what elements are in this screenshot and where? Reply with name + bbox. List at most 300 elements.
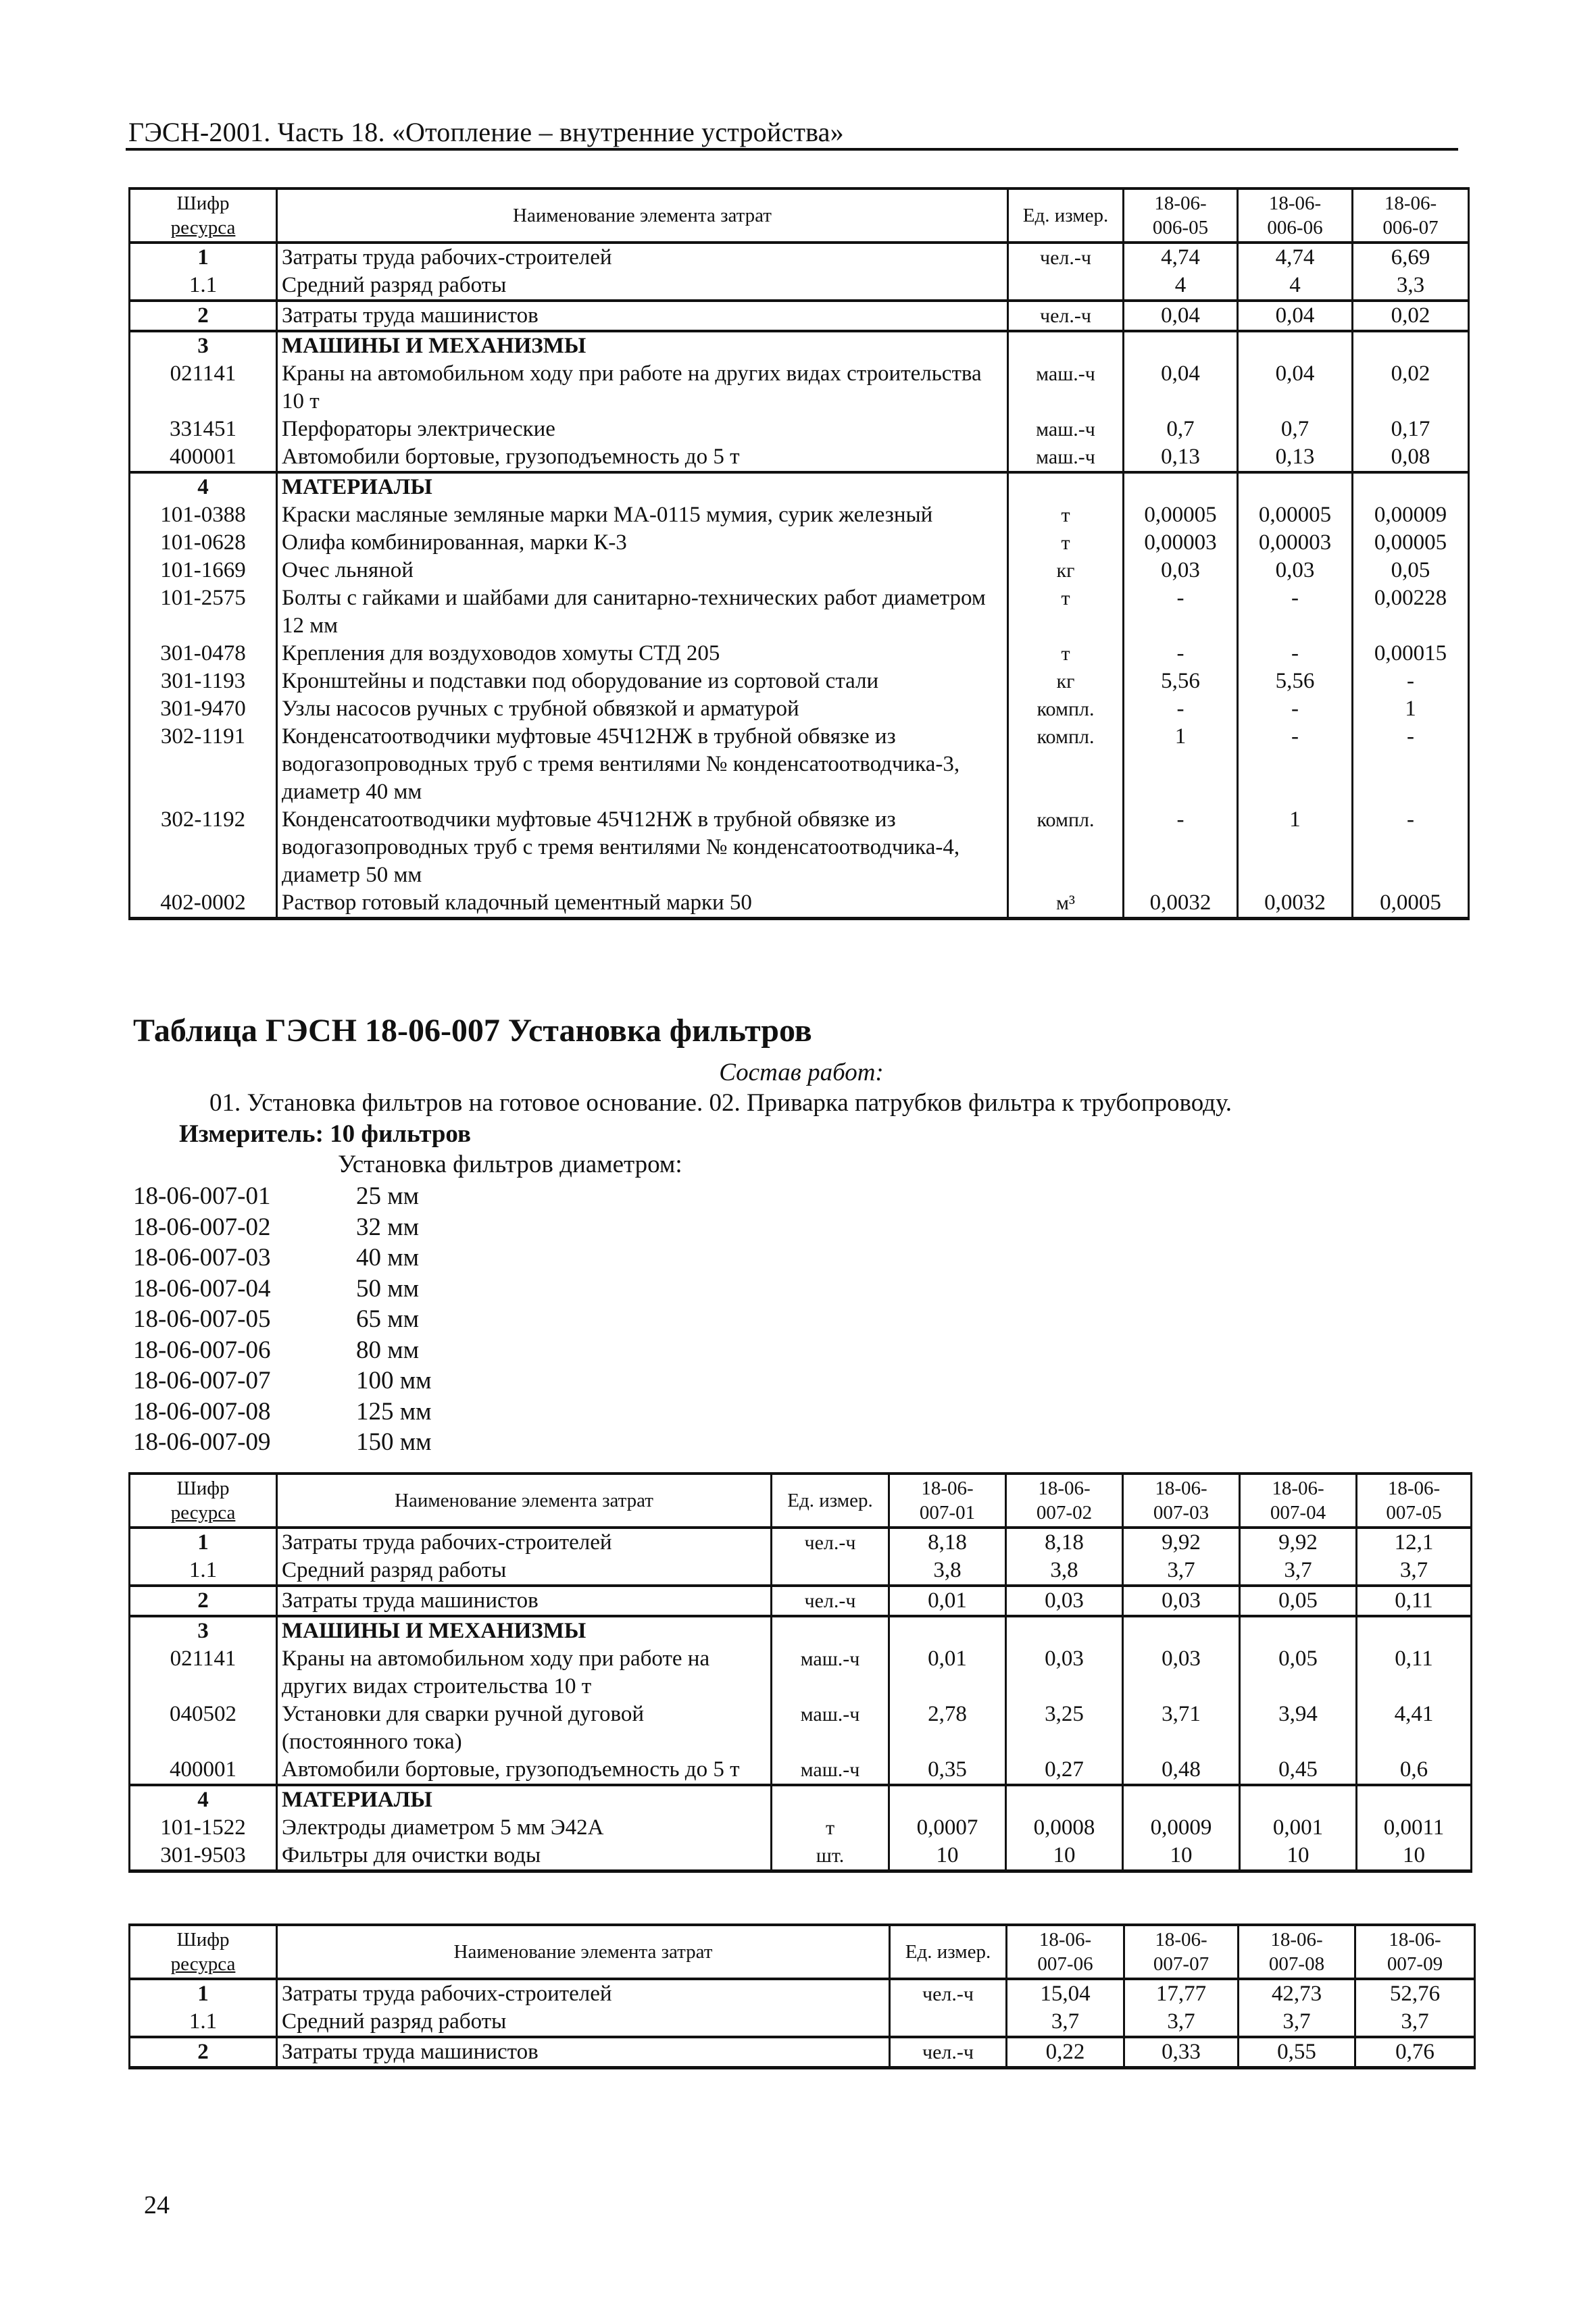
norm-value: 0,11: [1357, 1586, 1472, 1616]
resource-name: Олифа комбинированная, марки К-3: [277, 529, 1008, 557]
list-item: [133, 1212, 432, 1243]
norm-value: 8,18: [1006, 1528, 1123, 1557]
norm-value: -: [1124, 584, 1238, 640]
norm-value: 0,03: [1238, 557, 1353, 584]
norm-value: [1353, 472, 1469, 501]
resource-unit: [890, 2008, 1007, 2037]
col-header-norm: 18-06- 007-02: [1006, 1474, 1123, 1528]
resource-name: Установки для сварки ручной дуговой (постоянного тока): [277, 1701, 772, 1756]
resource-name: Затраты труда машинистов: [277, 301, 1008, 331]
resource-name: Средний разряд работы: [277, 2008, 890, 2037]
resource-code: 1.1: [130, 1557, 277, 1586]
norm-value: 0,55: [1239, 2037, 1355, 2068]
norm-value: 12,1: [1357, 1528, 1472, 1557]
norm-value: [1240, 1616, 1357, 1645]
norm-value: -: [1238, 640, 1353, 668]
norm-value: 15,04: [1007, 1979, 1124, 2008]
resource-name: Затраты труда рабочих-строителей: [277, 1528, 772, 1557]
table-row: [130, 331, 1469, 360]
resource-unit: маш.-ч: [772, 1756, 889, 1785]
variant-code: 18-06-007-06: [133, 1336, 271, 1364]
norm-value: 3,7: [1239, 2008, 1355, 2037]
col-header-code: Шифр ресурса: [130, 188, 277, 243]
variants-list: [133, 1181, 432, 1458]
resource-name: МАТЕРИАЛЫ: [277, 1785, 772, 1814]
norm-value: [1357, 1616, 1472, 1645]
table-row: [130, 243, 1469, 272]
variant-code: 18-06-007-02: [133, 1213, 271, 1241]
norm-value: -: [1353, 806, 1469, 889]
norm-value: 0,02: [1353, 301, 1469, 331]
resource-code: 1.1: [130, 2008, 277, 2037]
list-item: [133, 1335, 432, 1366]
norm-value: 0,01: [889, 1645, 1006, 1701]
resource-code: 101-1669: [130, 557, 277, 584]
norm-value: 0,6: [1357, 1756, 1472, 1785]
table-row: [130, 1616, 1472, 1645]
norm-value: 0,45: [1240, 1756, 1357, 1785]
resource-code: 040502: [130, 1701, 277, 1756]
resource-unit: маш.-ч: [1008, 416, 1124, 443]
norm-value: 0,35: [889, 1756, 1006, 1785]
list-item: [133, 1274, 432, 1305]
table-row: [130, 1645, 1472, 1701]
norm-value: 4: [1238, 272, 1353, 301]
col-header-name: Наименование элемента затрат: [277, 188, 1008, 243]
norm-value: 3,8: [1006, 1557, 1123, 1586]
resource-code: 301-0478: [130, 640, 277, 668]
norm-value: 0,04: [1124, 360, 1238, 416]
table-row: [130, 301, 1469, 331]
header-rule: [126, 148, 1458, 151]
resource-unit: т: [1008, 529, 1124, 557]
norm-value: -: [1124, 640, 1238, 668]
table-row: [130, 1842, 1472, 1871]
resource-name: Затраты труда рабочих-строителей: [277, 1979, 890, 2008]
variant-code: 18-06-007-04: [133, 1274, 271, 1303]
col-header-norm: 18-06- 007-07: [1124, 1925, 1239, 1979]
resource-name: Конденсатоотводчики муфтовые 45Ч12НЖ в трубной обвязке из водогазопроводных труб с тремя вентилями № конденсатоотводчика-3, диаметр 40 мм: [277, 723, 1008, 806]
table-header-row: [130, 1474, 1472, 1528]
norm-value: 4,74: [1238, 243, 1353, 272]
resource-code: 101-2575: [130, 584, 277, 640]
norm-value: 10: [1357, 1842, 1472, 1871]
list-item: [133, 1427, 432, 1458]
col-header-name: Наименование элемента затрат: [277, 1474, 772, 1528]
resource-unit: [772, 1557, 889, 1586]
variant-code: 18-06-007-08: [133, 1397, 271, 1426]
variant-diameter: 100 мм: [356, 1367, 432, 1394]
norm-value: 0,00005: [1124, 501, 1238, 529]
col-header-unit: Ед. измер.: [890, 1925, 1007, 1979]
resource-table-007-06-09: [128, 1923, 1476, 2069]
norm-value: 3,7: [1357, 1557, 1472, 1586]
norm-value: -: [1238, 584, 1353, 640]
norm-value: 3,3: [1353, 272, 1469, 301]
resource-code: 021141: [130, 360, 277, 416]
table-row: [130, 584, 1469, 640]
resource-unit: чел.-ч: [772, 1528, 889, 1557]
norm-value: [1124, 472, 1238, 501]
list-item: [133, 1181, 432, 1212]
resource-name: Автомобили бортовые, грузоподъемность до 5 т: [277, 1756, 772, 1785]
norm-value: 0,76: [1355, 2037, 1475, 2068]
resource-unit: компл.: [1008, 695, 1124, 723]
resource-name: Перфораторы электрические: [277, 416, 1008, 443]
resource-table-006: [128, 187, 1470, 920]
norm-value: 0,7: [1238, 416, 1353, 443]
resource-unit: чел.-ч: [890, 2037, 1007, 2068]
norm-value: 42,73: [1239, 1979, 1355, 2008]
resource-name: Затраты труда машинистов: [277, 1586, 772, 1616]
col-header-norm: 18-06- 006-07: [1353, 188, 1469, 243]
table-row: [130, 1528, 1472, 1557]
norm-value: 0,0011: [1357, 1814, 1472, 1842]
norm-value: [1240, 1785, 1357, 1814]
norm-value: -: [1238, 723, 1353, 806]
norm-value: 0,00003: [1238, 529, 1353, 557]
norm-value: 52,76: [1355, 1979, 1475, 2008]
resource-unit: т: [1008, 584, 1124, 640]
norm-value: 3,8: [889, 1557, 1006, 1586]
resource-name: Болты с гайками и шайбами для санитарно-технических работ диаметром 12 мм: [277, 584, 1008, 640]
norm-value: 10: [889, 1842, 1006, 1871]
list-item: [133, 1397, 432, 1428]
variant-code: 18-06-007-05: [133, 1305, 271, 1333]
table-row: [130, 1586, 1472, 1616]
norm-value: [1006, 1785, 1123, 1814]
table-row: [130, 443, 1469, 472]
table-row: [130, 2037, 1475, 2068]
norm-value: -: [1353, 668, 1469, 695]
resource-name: Конденсатоотводчики муфтовые 45Ч12НЖ в трубной обвязке из водогазопроводных труб с тремя вентилями № конденсатоотводчика-4, диаметр 50 мм: [277, 806, 1008, 889]
norm-value: 3,7: [1123, 1557, 1240, 1586]
norm-value: 9,92: [1240, 1528, 1357, 1557]
table-row: [130, 557, 1469, 584]
resource-code: 402-0002: [130, 889, 277, 919]
norm-value: 3,7: [1240, 1557, 1357, 1586]
norm-value: [889, 1785, 1006, 1814]
table-row: [130, 640, 1469, 668]
col-header-norm: 18-06- 007-04: [1240, 1474, 1357, 1528]
table-row: [130, 889, 1469, 919]
resource-name: Очес льняной: [277, 557, 1008, 584]
list-item: [133, 1365, 432, 1397]
norm-value: 0,05: [1240, 1645, 1357, 1701]
resource-name: МАШИНЫ И МЕХАНИЗМЫ: [277, 1616, 772, 1645]
table-row: [130, 1814, 1472, 1842]
resource-unit: [1008, 472, 1124, 501]
resource-unit: компл.: [1008, 806, 1124, 889]
norm-value: 0,00005: [1353, 529, 1469, 557]
resource-code: 1: [130, 1528, 277, 1557]
norm-value: 0,0007: [889, 1814, 1006, 1842]
norm-value: 0,03: [1006, 1586, 1123, 1616]
resource-name: Автомобили бортовые, грузоподъемность до 5 т: [277, 443, 1008, 472]
norm-value: 0,03: [1006, 1645, 1123, 1701]
table-row: [130, 529, 1469, 557]
norm-value: 0,00228: [1353, 584, 1469, 640]
resource-code: 2: [130, 2037, 277, 2068]
resource-code: 400001: [130, 1756, 277, 1785]
resource-name: Средний разряд работы: [277, 1557, 772, 1586]
variant-code: 18-06-007-03: [133, 1244, 271, 1272]
col-header-norm: 18-06- 006-05: [1124, 188, 1238, 243]
norm-value: 10: [1240, 1842, 1357, 1871]
norm-value: 0,48: [1123, 1756, 1240, 1785]
variant-code: 18-06-007-09: [133, 1428, 271, 1456]
resource-code: 2: [130, 1586, 277, 1616]
resource-name: Средний разряд работы: [277, 272, 1008, 301]
table-row: [130, 1557, 1472, 1586]
resource-code: 3: [130, 1616, 277, 1645]
norm-value: 1: [1353, 695, 1469, 723]
norm-value: 0,7: [1124, 416, 1238, 443]
resource-unit: т: [1008, 640, 1124, 668]
resource-unit: маш.-ч: [772, 1645, 889, 1701]
resource-unit: чел.-ч: [890, 1979, 1007, 2008]
resource-name: Раствор готовый кладочный цементный марки 50: [277, 889, 1008, 919]
resource-unit: шт.: [772, 1842, 889, 1871]
variant-diameter: 50 мм: [356, 1274, 420, 1303]
norm-value: 0,22: [1007, 2037, 1124, 2068]
norm-value: -: [1353, 723, 1469, 806]
resource-name: Затраты труда машинистов: [277, 2037, 890, 2068]
variant-diameter: 25 мм: [356, 1182, 420, 1210]
col-header-norm: 18-06- 007-08: [1239, 1925, 1355, 1979]
norm-value: [1357, 1785, 1472, 1814]
norm-value: 3,7: [1124, 2008, 1239, 2037]
norm-value: 0,0032: [1124, 889, 1238, 919]
resource-unit: [1008, 331, 1124, 360]
norm-value: [1238, 472, 1353, 501]
norm-value: [1124, 331, 1238, 360]
list-item: [133, 1242, 432, 1274]
norm-value: 3,7: [1007, 2008, 1124, 2037]
col-header-norm: 18-06- 007-05: [1357, 1474, 1472, 1528]
norm-value: 10: [1123, 1842, 1240, 1871]
norm-value: 0,001: [1240, 1814, 1357, 1842]
norm-value: 0,00005: [1238, 501, 1353, 529]
norm-value: [1123, 1785, 1240, 1814]
resource-code: 021141: [130, 1645, 277, 1701]
norm-value: [1123, 1616, 1240, 1645]
table-row: [130, 806, 1469, 889]
table-row: [130, 472, 1469, 501]
resource-code: 400001: [130, 443, 277, 472]
resource-code: 101-1522: [130, 1814, 277, 1842]
col-header-name: Наименование элемента затрат: [277, 1925, 890, 1979]
resource-code: 302-1192: [130, 806, 277, 889]
resource-unit: кг: [1008, 668, 1124, 695]
norm-value: -: [1124, 806, 1238, 889]
resource-unit: кг: [1008, 557, 1124, 584]
norm-value: 0,00015: [1353, 640, 1469, 668]
resource-code: 101-0388: [130, 501, 277, 529]
variant-diameter: 80 мм: [356, 1336, 420, 1364]
measurement-unit: Измеритель: 10 фильтров: [179, 1120, 471, 1148]
norm-value: [1006, 1616, 1123, 1645]
resource-unit: чел.-ч: [1008, 301, 1124, 331]
resource-unit: [1008, 272, 1124, 301]
col-header-norm: 18-06- 007-01: [889, 1474, 1006, 1528]
variant-diameter: 32 мм: [356, 1213, 420, 1241]
norm-value: 4,41: [1357, 1701, 1472, 1756]
resource-name: Краны на автомобильном ходу при работе на других видах строительства 10 т: [277, 1645, 772, 1701]
resource-code: 331451: [130, 416, 277, 443]
norm-value: 0,11: [1357, 1645, 1472, 1701]
norm-value: 0,0005: [1353, 889, 1469, 919]
col-header-code: Шифр ресурса: [130, 1925, 277, 1979]
table-header-row: [130, 188, 1469, 243]
running-title: ГЭСН-2001. Часть 18. «Отопление – внутренние устройства»: [128, 117, 844, 147]
resource-unit: т: [772, 1814, 889, 1842]
norm-value: 0,03: [1124, 557, 1238, 584]
table-row: [130, 416, 1469, 443]
norm-value: [1353, 331, 1469, 360]
resource-unit: чел.-ч: [1008, 243, 1124, 272]
norm-value: 0,05: [1240, 1586, 1357, 1616]
norm-value: 3,71: [1123, 1701, 1240, 1756]
norm-value: -: [1238, 695, 1353, 723]
norm-value: 4: [1124, 272, 1238, 301]
table-row: [130, 2008, 1475, 2037]
norm-value: 3,25: [1006, 1701, 1123, 1756]
resource-name: Крепления для воздуховодов хомуты СТД 205: [277, 640, 1008, 668]
norm-value: 9,92: [1123, 1528, 1240, 1557]
norm-value: 0,04: [1238, 301, 1353, 331]
resource-code: 1.1: [130, 272, 277, 301]
variant-diameter: 65 мм: [356, 1305, 420, 1333]
norm-value: 6,69: [1353, 243, 1469, 272]
norm-value: 10: [1006, 1842, 1123, 1871]
norm-value: [889, 1616, 1006, 1645]
page-number: 24: [144, 2191, 170, 2219]
norm-value: 0,00003: [1124, 529, 1238, 557]
variants-caption: Установка фильтров диаметром:: [338, 1151, 682, 1178]
variant-diameter: 150 мм: [356, 1428, 432, 1456]
resource-unit: м³: [1008, 889, 1124, 919]
norm-value: 0,03: [1123, 1586, 1240, 1616]
resource-name: Кронштейны и подставки под оборудование из сортовой стали: [277, 668, 1008, 695]
col-header-norm: 18-06- 007-06: [1007, 1925, 1124, 1979]
col-header-norm: 18-06- 007-03: [1123, 1474, 1240, 1528]
resource-code: 301-9503: [130, 1842, 277, 1871]
table-row: [130, 360, 1469, 416]
norm-value: 0,02: [1353, 360, 1469, 416]
resource-code: 301-1193: [130, 668, 277, 695]
resource-name: Узлы насосов ручных с трубной обвязкой и арматурой: [277, 695, 1008, 723]
norm-value: 5,56: [1124, 668, 1238, 695]
resource-name: МАТЕРИАЛЫ: [277, 472, 1008, 501]
norm-value: 3,94: [1240, 1701, 1357, 1756]
norm-value: 0,13: [1238, 443, 1353, 472]
norm-value: -: [1124, 695, 1238, 723]
resource-name: Электроды диаметром 5 мм Э42А: [277, 1814, 772, 1842]
resource-name: Краски масляные земляные марки МА-0115 мумия, сурик железный: [277, 501, 1008, 529]
norm-value: 0,08: [1353, 443, 1469, 472]
variant-diameter: 40 мм: [356, 1244, 420, 1272]
norm-value: 0,0008: [1006, 1814, 1123, 1842]
table-row: [130, 1756, 1472, 1785]
resource-unit: т: [1008, 501, 1124, 529]
table-row: [130, 1785, 1472, 1814]
resource-unit: маш.-ч: [1008, 360, 1124, 416]
norm-value: 17,77: [1124, 1979, 1239, 2008]
norm-value: 1: [1238, 806, 1353, 889]
col-header-unit: Ед. измер.: [772, 1474, 889, 1528]
resource-code: 1: [130, 1979, 277, 2008]
col-header-norm: 18-06- 006-06: [1238, 188, 1353, 243]
variant-code: 18-06-007-07: [133, 1367, 271, 1394]
table-row: [130, 1979, 1475, 2008]
col-header-code: Шифр ресурса: [130, 1474, 277, 1528]
resource-code: 301-9470: [130, 695, 277, 723]
norm-value: 0,17: [1353, 416, 1469, 443]
norm-value: 0,01: [889, 1586, 1006, 1616]
resource-name: МАШИНЫ И МЕХАНИЗМЫ: [277, 331, 1008, 360]
col-header-norm: 18-06- 007-09: [1355, 1925, 1475, 1979]
norm-value: 0,27: [1006, 1756, 1123, 1785]
table-row: [130, 272, 1469, 301]
col-header-unit: Ед. измер.: [1008, 188, 1124, 243]
variant-diameter: 125 мм: [356, 1397, 432, 1426]
table-row: [130, 695, 1469, 723]
norm-value: 0,05: [1353, 557, 1469, 584]
norm-value: 0,13: [1124, 443, 1238, 472]
norm-value: 5,56: [1238, 668, 1353, 695]
norm-value: 4,74: [1124, 243, 1238, 272]
resource-unit: [772, 1785, 889, 1814]
table-row: [130, 723, 1469, 806]
section-title: Таблица ГЭСН 18-06-007 Установка фильтров: [133, 1013, 812, 1049]
norm-value: 2,78: [889, 1701, 1006, 1756]
norm-value: 0,0032: [1238, 889, 1353, 919]
table-row: [130, 501, 1469, 529]
resource-code: 302-1191: [130, 723, 277, 806]
norm-value: 0,04: [1124, 301, 1238, 331]
resource-name: Краны на автомобильном ходу при работе на других видах строительства 10 т: [277, 360, 1008, 416]
norm-value: 0,0009: [1123, 1814, 1240, 1842]
norm-value: 0,03: [1123, 1645, 1240, 1701]
norm-value: 0,33: [1124, 2037, 1239, 2068]
table-header-row: [130, 1925, 1475, 1979]
table-row: [130, 668, 1469, 695]
norm-value: 0,00009: [1353, 501, 1469, 529]
norm-value: 0,04: [1238, 360, 1353, 416]
resource-unit: маш.-ч: [772, 1701, 889, 1756]
resource-code: 4: [130, 1785, 277, 1814]
resource-name: Фильтры для очистки воды: [277, 1842, 772, 1871]
resource-code: 1: [130, 243, 277, 272]
work-composition-text: 01. Установка фильтров на готовое основание. 02. Приварка патрубков фильтра к трубопроводу.: [209, 1089, 1232, 1117]
resource-unit: компл.: [1008, 723, 1124, 806]
norm-value: 8,18: [889, 1528, 1006, 1557]
resource-code: 3: [130, 331, 277, 360]
table-row: [130, 1701, 1472, 1756]
variant-code: 18-06-007-01: [133, 1182, 271, 1210]
resource-code: 4: [130, 472, 277, 501]
resource-unit: чел.-ч: [772, 1586, 889, 1616]
resource-code: 101-0628: [130, 529, 277, 557]
list-item: [133, 1304, 432, 1335]
resource-unit: маш.-ч: [1008, 443, 1124, 472]
resource-code: 2: [130, 301, 277, 331]
resource-name: Затраты труда рабочих-строителей: [277, 243, 1008, 272]
norm-value: 3,7: [1355, 2008, 1475, 2037]
work-composition-label: Состав работ:: [719, 1059, 884, 1086]
resource-unit: [772, 1616, 889, 1645]
